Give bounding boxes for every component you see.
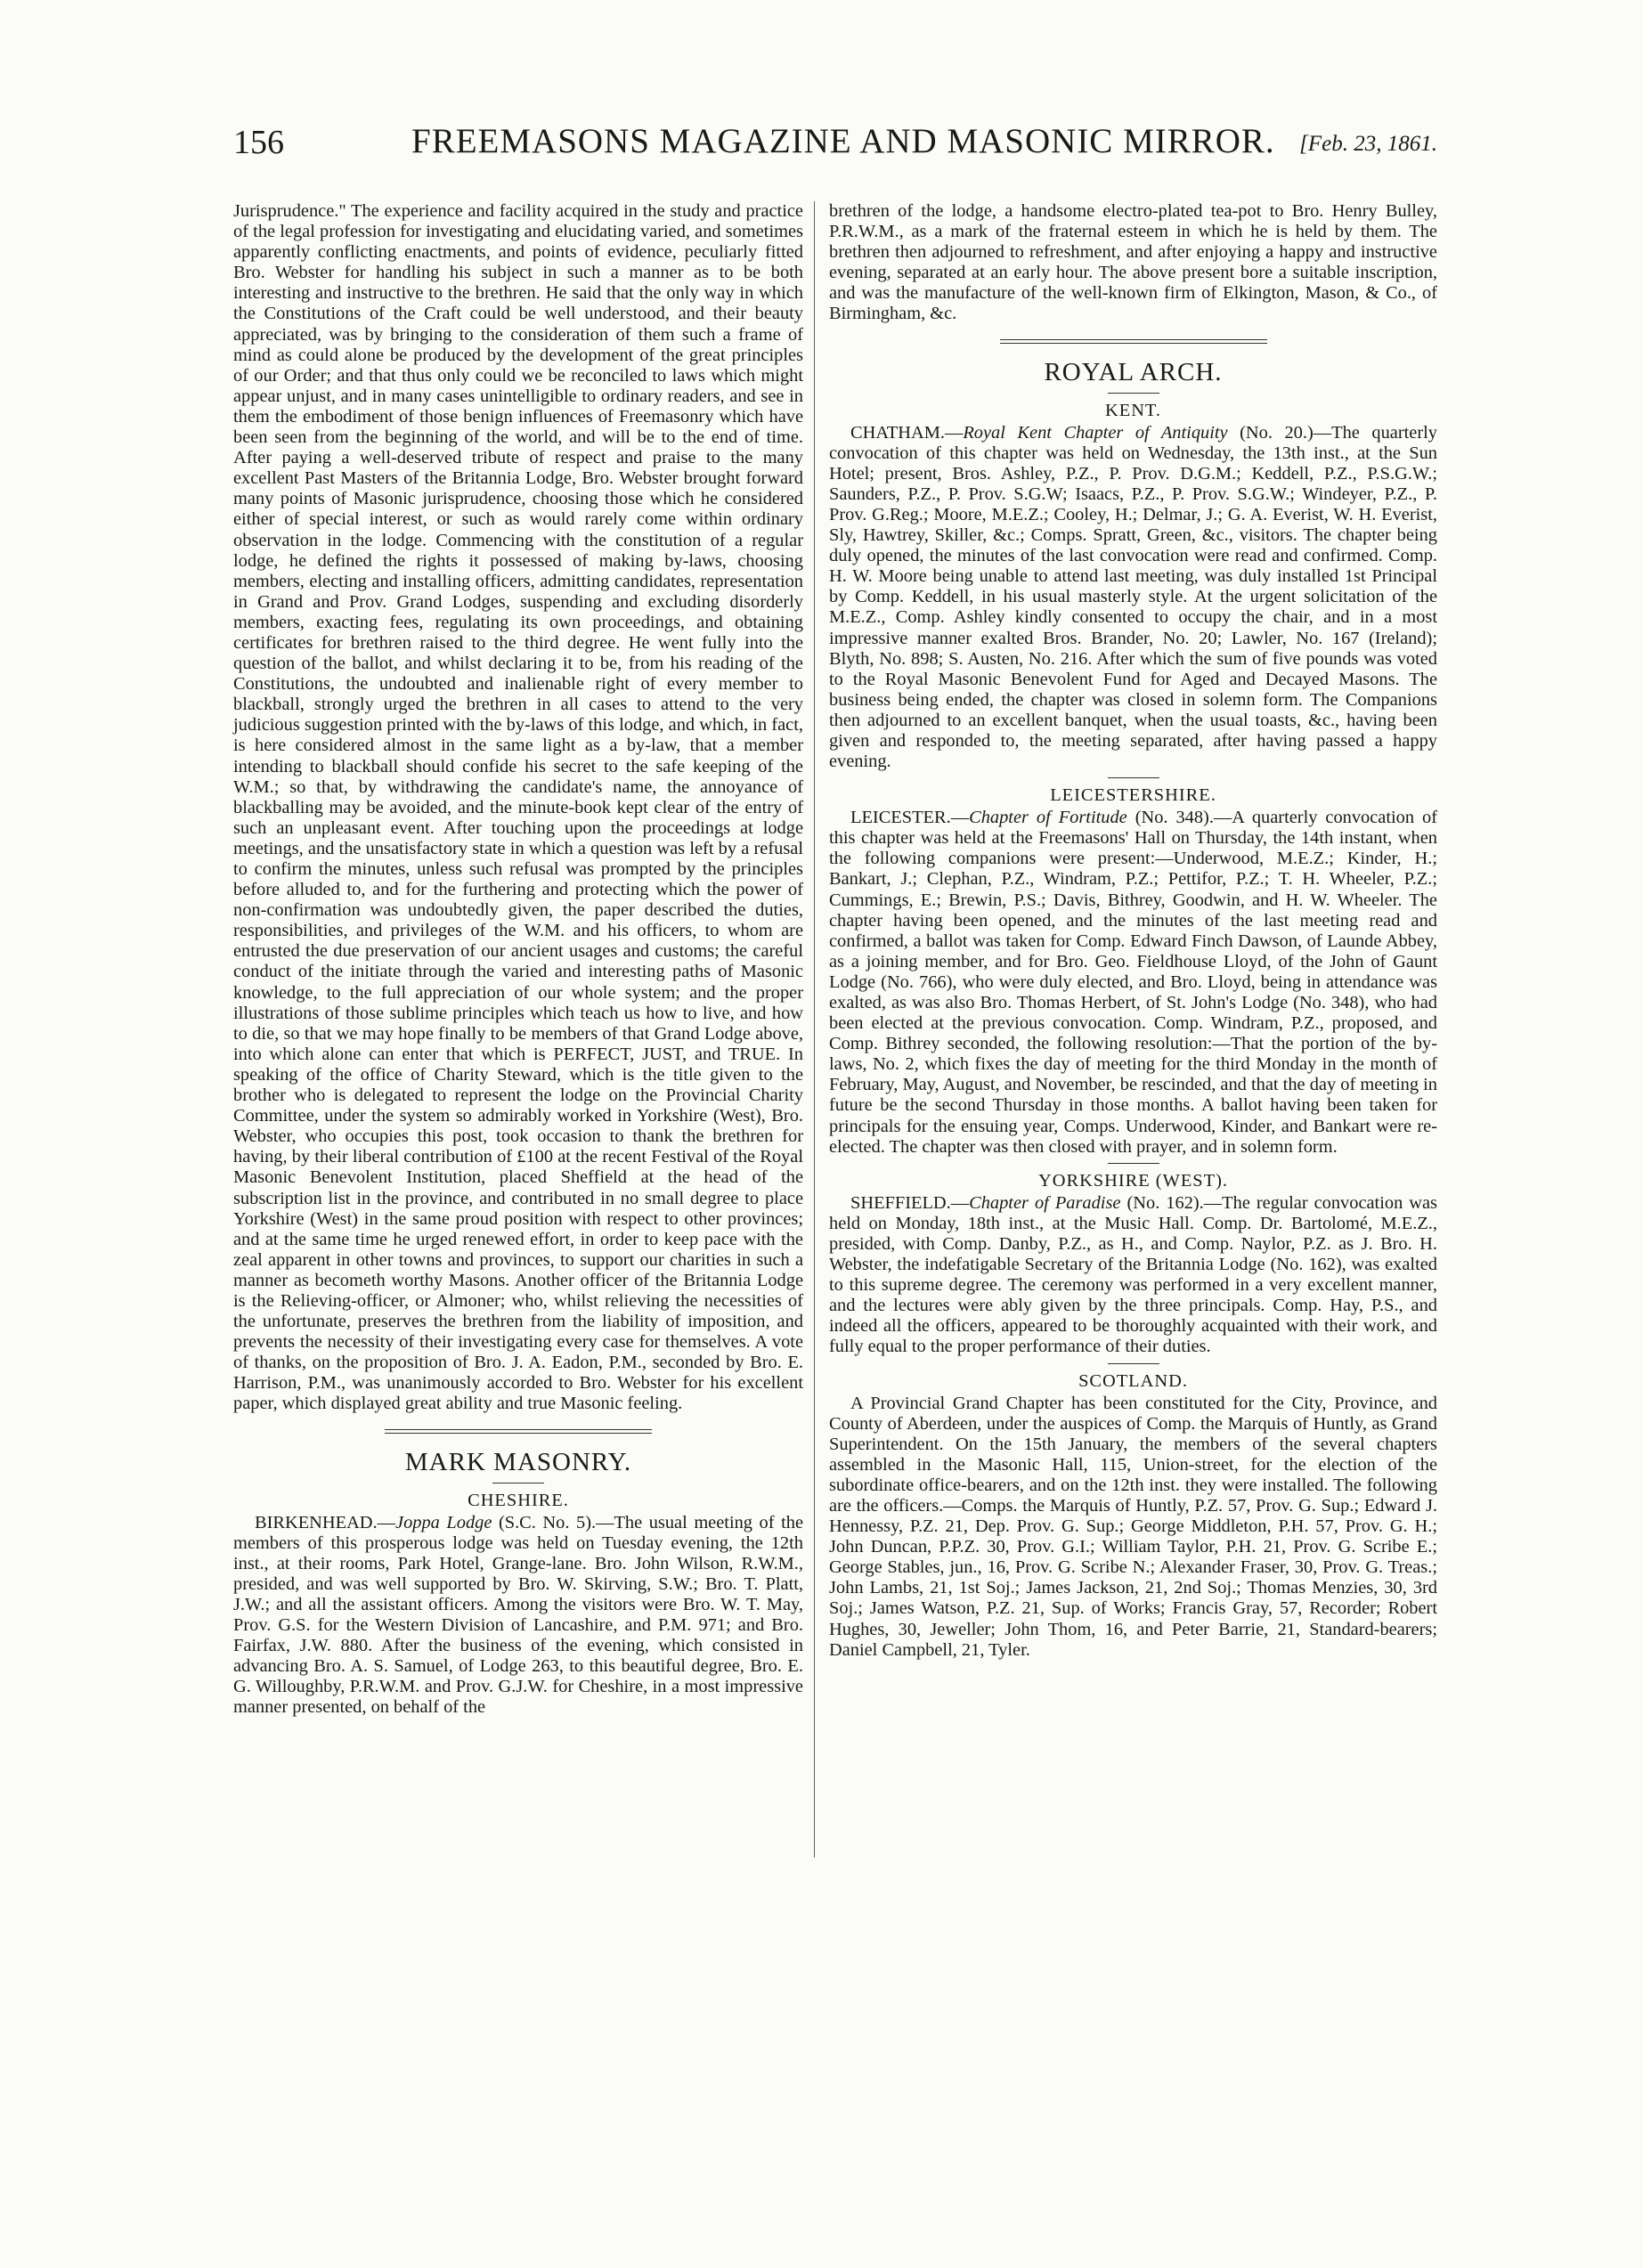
royal-arch-heading: ROYAL ARCH. <box>1044 357 1223 386</box>
chapter-name: Chapter of Paradise <box>969 1192 1121 1213</box>
report-place: LEICESTER. <box>850 808 951 828</box>
yorkshire-report: SHEFFIELD.—Chapter of Paradise (No. 162).—The regular convocation was held on Monday, 18th inst., at the Music Hall. Comp. Dr. Bartolomé, M.E.Z., presided, with Comp. Danby, P.Z., as H., and Comp. Naylor, P.Z. as J. Bro. H. Webster, the indefatigable Secretary of the Britannia Lodge (No. 162), was exalted to this supreme degree. The ceremony was performed in a very excellent manner, and the lectures were ably given by the three principals. Comp. Hay, P.S., and indeed all the officers, appeared to be thoroughly acquainted with their work, and fully equal to the proper performance of their duties. <box>829 1192 1437 1357</box>
issue-date: [Feb. 23, 1861. <box>1299 132 1437 156</box>
webster-lecture-continuation: Jurisprudence." The experience and facility acquired in the study and practice of the legal profession for investigating and elucidating varied, and sometimes apparently conflicting enactments, and points of evidence, peculiarly fitted Bro. Webster for handling his subject in such a manner as to be both interesting and instructive to the brethren. He said that the only way in which the Constitutions of the Craft could be well understood, and their beauty appreciated, was by bringing to the consideration of them such a frame of mind as could alone be produced by the development of the great principles of our Order; and that thus only could we be reconciled to laws which might appear unjust, and in many cases unintelligible to ordinary readers, and see in them the embodiment of those benign influences of Freemasonry which have been seen from the beginning of the world, and will be to the end of time. After paying a well-deserved tribute of respect and praise to the many excellent Past Masters of the Britannia Lodge, Bro. Webster brought forward many points of Masonic jurisprudence, choosing those which he considered either of special interest, or such as would rarely come within ordinary observation in the lodge. Commencing with the constitution of a regular lodge, he defined the rights it possessed of making by-laws, choosing members, electing and installing officers, admitting candidates, representation in Grand and Prov. Grand Lodges, suspending and excluding disorderly members, exacting fees, regulating its own proceedings, and obtaining certificates for brethren raised to the third degree. He went fully into the question of the ballot, and whilst declaring it to be, from his reading of the Constitutions, the undoubted and inalienable right of every member to blackball, strongly urged the brethren in all cases to attend to the very judicious suggestion printed with the by-laws of this lodge, and which, in fact, is here considered almost in the same light as a by-law, that a member intending to blackball should confide his secret to the safe keeping of the W.M.; so that, by withdrawing the candidate's name, the annoyance of blackballing may be avoided, and the minute-book kept clear of the entry of such an unpleasant event. After touching upon the proceedings at lodge meetings, and the unsatisfactory state in which a question was left by a refusal to confirm the minutes, unless such refusal was prompted by the principles before alluded to, and for the furthering and protecting which the power of non-confirmation was undoubtedly given, the paper described the duties, responsibilities, and privileges of the W.M. and his officers, to whom are entrusted the due preservation of our ancient usages and customs; the careful conduct of the initiate through the varied and interesting paths of Masonic knowledge, to the full appreciation of our whole system; and the proper illustrations of those sublime principles which teach us how to live, and how to die, so that we may hope finally to be members of that Grand Lodge above, into which alone can enter that which is PERFECT, JUST, and TRUE. In speaking of the office of Charity Steward, which is the title given to the brother who is delegated to represent the lodge on the Provincial Charity Committee, under the system so admirably worked in Yorkshire (West), Bro. Webster, who occupies this post, took occasion to thank the brethren for having, by their liberal contribution of £100 at the recent Festival of the Royal Masonic Benevolent Institution, placed Sheffield at the head of the subscription list in the province, and contributed in no small degree to place Yorkshire (West) in the same proud position with respect to other provinces; and at the same time he urged renewed effort, in order to keep pace with the zeal apparent in other towns and provinces, to support our charities in such a manner as becometh worthy Masons. Another officer of the Britannia Lodge is the Relieving-officer, or Almoner; who, whilst relieving the necessities of the unfortunate, preserves the brethren from the liability of imposition, and prevents the necessity of their investigating every case for themselves. A vote of thanks, on the proposition of Bro. J. A. Eadon, P.M., seconded by Bro. E. Harrison, P.M., was unanimously accorded to Bro. Webster for his excellent paper, which displayed great ability and true Masonic feeling. <box>233 201 803 1414</box>
yorkshire-heading: YORKSHIRE (WEST). <box>1038 1170 1228 1191</box>
report-text: (No. 162).—The regular convocation was held on Monday, 18th inst., at the Music Hall. Comp. Dr. Bartolomé, M.E.Z., presided, with Comp. Danby, P.Z., as H., and Comp. Naylor, P.Z. as J. Bro. H. Webster, the indefatigable Secretary of the Britannia Lodge (No. 162), was exalted to this supreme degree. The ceremony was performed in a very excellent manner, and the lectures were ably given by the three principals. Comp. Hay, P.S., and indeed all the officers, appeared to be thoroughly acquainted with their work, and fully equal to the proper performance of their duties. <box>829 1192 1437 1357</box>
publication-title: FREEMASONS MAGAZINE AND MASONIC MIRROR. <box>411 122 1275 160</box>
kent-report: CHATHAM.—Royal Kent Chapter of Antiquity (No. 20.)—The quarterly convocation of this chapter was held on Wednesday, the 13th inst., at the Sun Hotel; present, Bros. Ashley, P.Z., P. Prov. D.G.M.; Keddell, P.Z., P.S.G.W.; Saunders, P.Z., P. Prov. S.G.W; Isaacs, P.Z., P. Prov. S.G.W.; Windeyer, P.Z., P. Prov. G.Reg.; Moore, M.E.Z.; Cooley, H.; Delmar, J.; G. A. Everist, W. H. Everist, Sly, Hawtrey, Skiller, &c.; Comps. Spratt, Green, &c., visitors. The chapter being duly opened, the minutes of the last convocation were read and confirmed. Comp. H. W. Moore being unable to attend last meeting, was duly installed 1st Principal by Comp. Keddell, in his usual masterly style. At the urgent solicitation of the M.E.Z., Comp. Ashley kindly consented to occupy the chair, and in a most impressive manner exalted Bros. Brander, No. 20; Lawler, No. 167 (Ireland); Blyth, No. 898; S. Austen, No. 216. After which the sum of five pounds was voted to the Royal Masonic Benevolent Fund for Aged and Decayed Masons. The business being ended, the chapter was closed in solemn form. The Companions then adjourned to an excellent banquet, when the usual toasts, &c., having been given and responded to, the meeting separated, after having passed a happy evening. <box>829 422 1437 772</box>
report-place: CHATHAM. <box>850 422 945 443</box>
mark-masonry-heading: MARK MASONRY. <box>404 1447 632 1476</box>
lodge-name: Joppa Lodge <box>395 1512 492 1532</box>
page-number: 156 <box>233 124 284 161</box>
report-place: BIRKENHEAD. <box>255 1512 378 1532</box>
masthead <box>233 121 1437 166</box>
kent-heading: KENT. <box>1105 400 1161 420</box>
cheshire-report: BIRKENHEAD.—Joppa Lodge (S.C. No. 5).—The usual meeting of the members of this prosperous lodge was held on Tuesday evening, the 12th inst., at their rooms, Park Hotel, Grange-lane. Bro. John Wilson, R.W.M., presided, and was well supported by Bro. W. Skirving, S.W.; Bro. T. Platt, J.W.; and all the assistant officers. Among the visitors were Bro. W. T. May, Prov. G.S. for the Western Division of Lancashire, and P.M. 971; and Bro. Fairfax, J.W. 880. After the business of the evening, which consisted in advancing Bro. A. S. Samuel, of Lodge 263, to this beautiful degree, Bro. E. G. Willoughby, P.R.W.M. and Prov. G.J.W. for Cheshire, in a most impressive manner presented, on behalf of the <box>233 1512 803 1718</box>
chapter-name: Chapter of Fortitude <box>969 808 1127 828</box>
leicestershire-report: LEICESTER.—Chapter of Fortitude (No. 348).—A quarterly convocation of this chapter was held at the Freemasons' Hall on Thursday, the 14th instant, when the following companions were present:—Underwood, M.E.Z.; Kinder, H.; Bankart, J.; Clephan, P.Z., Windram, P.Z.; Pettifor, P.Z.; T. H. Wheeler, P.Z.; Cummings, E.; Brewin, P.S.; Davis, Bithrey, Goodwin, and H. W. Wheeler. The chapter having been opened, and the minutes of the last meeting read and confirmed, a ballot was taken for Comp. Edward Finch Dawson, of Launde Abbey, as a joining member, and for Bro. Geo. Fieldhouse Lloyd, of the John of Gaunt Lodge (No. 766), who were duly elected, and Bro. Lloyd, being in attendance was exalted, as was also Bro. Thomas Herbert, of St. John's Lodge (No. 348), who had been elected at the previous convocation. Comp. Windram, P.Z., proposed, and Comp. Bithrey seconded, the following resolution:—That the portion of the by-laws, No. 2, which fixes the day of meeting for the third Monday in the month of February, May, August, and November, be rescinded, and that the day of meeting in future be the second Thursday in those months. A ballot having been taken for principals for the ensuing year, Comps. Underwood, Kinder, and Bankart were re-elected. The chapter was then closed with prayer, and in solemn form. <box>829 808 1437 1157</box>
left-column <box>233 201 803 1718</box>
heading-rule <box>1108 393 1159 394</box>
report-text: (S.C. No. 5).—The usual meeting of the members of this prosperous lodge was held on Tuesday evening, the 12th inst., at their rooms, Park Hotel, Grange-lane. Bro. John Wilson, R.W.M., presided, and was well supported by Bro. W. Skirving, S.W.; Bro. T. Platt, J.W.; and all the assistant officers. Among the visitors were Bro. W. T. May, Prov. G.S. for the Western Division of Lancashire, and P.M. 971; and Bro. Fairfax, J.W. 880. After the business of the evening, which consisted in advancing Bro. A. S. Samuel, of Lodge 263, to this beautiful degree, Bro. E. G. Willoughby, P.R.W.M. and Prov. G.J.W. for Cheshire, in a most impressive manner presented, on behalf of the <box>233 1512 803 1718</box>
cheshire-heading: CHESHIRE. <box>468 1490 569 1510</box>
leicestershire-heading: LEICESTERSHIRE. <box>1050 785 1216 806</box>
report-text: (No. 20.)—The quarterly convocation of this chapter was held on Wednesday, the 13th inst., at the Sun Hotel; present, Bros. Ashley, P.Z., P. Prov. D.G.M.; Keddell, P.Z., P.S.G.W.; Saunders, P.Z., P. Prov. S.G.W; Isaacs, P.Z., P. Prov. S.G.W.; Windeyer, P.Z., P. Prov. G.Reg.; Moore, M.E.Z.; Cooley, H.; Delmar, J.; G. A. Everist, W. H. Everist, Sly, Hawtrey, Skiller, &c.; Comps. Spratt, Green, &c., visitors. The chapter being duly opened, the minutes of the last convocation were read and confirmed. Comp. H. W. Moore being unable to attend last meeting, was duly installed 1st Principal by Comp. Keddell, in his usual masterly style. At the urgent solicitation of the M.E.Z., Comp. Ashley kindly consented to occupy the chair, and in a most impressive manner exalted Bros. Brander, No. 20; Lawler, No. 167 (Ireland); Blyth, No. 898; S. Austen, No. 216. After which the sum of five pounds was voted to the Royal Masonic Benevolent Fund for Aged and Decayed Masons. The business being ended, the chapter was closed in solemn form. The Companions then adjourned to an excellent banquet, when the usual toasts, &c., having been given and responded to, the meeting separated, after having passed a happy evening. <box>829 422 1437 772</box>
column-divider <box>814 201 815 1857</box>
heading-rule <box>1108 1363 1159 1364</box>
right-column <box>829 201 1437 1661</box>
report-place: SHEFFIELD. <box>850 1192 951 1213</box>
heading-rule <box>1108 777 1159 778</box>
scotland-report: A Provincial Grand Chapter has been constituted for the City, Province, and County of Aberdeen, under the auspices of Comp. the Marquis of Huntly, as Grand Superintendent. On the 15th January, the members of the several chapters assembled in the Masonic Hall, 115, Union-street, for the election of the subordinate office-bearers, and on the 12th inst. they were installed. The following are the officers.—Comps. the Marquis of Huntly, P.Z. 57, Prov. G. Sup.; Edward J. Hennessy, P.Z. 21, Dep. Prov. G. Sup.; George Middleton, P.H. 57, Prov. G. H.; John Duncan, P.P.Z. 30, Prov. G.I.; William Taylor, P.H. 21, Prov. G. Scribe E.; George Stables, jun., 16, Prov. G. Scribe N.; Alexander Fraser, 30, Prov. G. Treas.; John Lambs, 21, 1st Soj.; James Jackson, 21, 2nd Soj.; Thomas Menzies, 30, 3rd Soj.; James Watson, P.Z. 21, Sup. of Works; Francis Gray, 57, Recorder; Robert Hughes, 30, Jeweller; John Thom, 16, and Peter Barrie, 21, Standard-bearers; Daniel Campbell, 21, Tyler. <box>829 1393 1437 1660</box>
heading-rule <box>492 1483 544 1484</box>
heading-rule <box>1108 1163 1159 1164</box>
section-separator <box>1000 339 1267 344</box>
birkenhead-continuation: brethren of the lodge, a handsome electro-plated tea-pot to Bro. Henry Bulley, P.R.W.M., as a mark of the fraternal esteem in which he is held by them. The brethren then adjourned to refreshment, and after enjoying a happy and instructive evening, separated at an early hour. The above present bore a suitable inscription, and was the manufacture of the well-known firm of Elkington, Mason, & Co., of Birmingham, &c. <box>829 201 1437 324</box>
report-text: (No. 348).—A quarterly convocation of this chapter was held at the Freemasons' Hall on Thursday, the 14th instant, when the following companions were present:—Underwood, M.E.Z.; Kinder, H.; Bankart, J.; Clephan, P.Z., Windram, P.Z.; Pettifor, P.Z.; T. H. Wheeler, P.Z.; Cummings, E.; Brewin, P.S.; Davis, Bithrey, Goodwin, and H. W. Wheeler. The chapter having been opened, and the minutes of the last meeting read and confirmed, a ballot was taken for Comp. Edward Finch Dawson, of Launde Abbey, as a joining member, and for Bro. Geo. Fieldhouse Lloyd, of the John of Gaunt Lodge (No. 766), who were duly elected, and Bro. Lloyd, being in attendance was exalted, as was also Bro. Thomas Herbert, of St. John's Lodge (No. 348), who had been elected at the previous convocation. Comp. Windram, P.Z., proposed, and Comp. Bithrey seconded, the following resolution:—That the portion of the by-laws, No. 2, which fixes the day of meeting for the third Monday in the month of February, May, August, and November, be rescinded, and that the day of meeting in future be the second Thursday in those months. A ballot having been taken for principals for the ensuing year, Comps. Underwood, Kinder, and Bankart were re-elected. The chapter was then closed with prayer, and in solemn form. <box>829 808 1437 1157</box>
section-separator <box>385 1429 652 1434</box>
scotland-heading: SCOTLAND. <box>1078 1370 1188 1391</box>
chapter-name: Royal Kent Chapter of Antiquity <box>963 422 1228 443</box>
